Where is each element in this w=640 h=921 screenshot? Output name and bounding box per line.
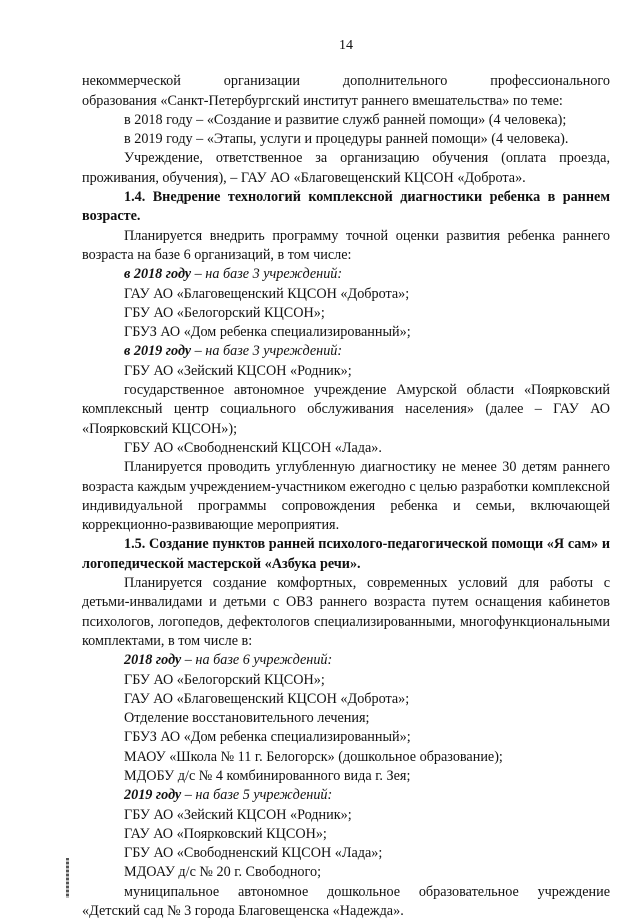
list-item: ГБУ АО «Зейский КЦСОН «Родник»; — [124, 806, 352, 823]
list-item: ГАУ АО «Поярковский КЦСОН»; — [124, 825, 327, 842]
list-item: ГБУ АО «Белогорский КЦСОН»; — [124, 671, 325, 688]
year-subheading — [82, 651, 610, 670]
list-item: ГБУ АО «Белогорский КЦСОН»; — [124, 304, 325, 321]
list-item: ГБУЗ АО «Дом ребенка специализированный»; — [124, 324, 411, 341]
list-item: МДОАУ д/с № 20 г. Свободного; — [124, 864, 322, 881]
section-heading: 1.4. Внедрение технологий комплексной диагностики ребенка в раннем возрасте. — [82, 189, 610, 225]
list-item: МАОУ «Школа № 11 г. Белогорск» (дошкольное образование); — [124, 748, 503, 765]
section-heading: 1.5. Создание пунктов ранней психолого-педагогической помощи «Я сам» и логопедической мастерской «Азбука речи». — [82, 536, 610, 572]
year-label: 2019 году — [124, 787, 182, 804]
document-body — [82, 72, 610, 921]
year-subheading — [82, 786, 610, 805]
list-item: ГБУ АО «Свободненский КЦСОН «Лада». — [124, 439, 382, 456]
list-item: ГБУ АО «Зейский КЦСОН «Родник»; — [124, 362, 352, 379]
paragraph: муниципальное автономное дошкольное образовательное учреждение «Детский сад № 3 города Благовещенска «Надежда». — [82, 883, 610, 920]
year-label: в 2018 году — [124, 266, 192, 283]
list-item: ГАУ АО «Благовещенский КЦСОН «Доброта»; — [124, 690, 410, 707]
year-note: – на базе 6 учреждений: — [181, 652, 333, 669]
list-item: в 2019 году – «Этапы, услуги и процедуры ранней помощи» (4 человека). — [124, 131, 569, 148]
paragraph: некоммерческой организации дополнительного профессионального — [82, 73, 610, 90]
list-item: Отделение восстановительного лечения; — [124, 710, 370, 727]
scan-edge-mark — [66, 858, 69, 898]
paragraph: Планируется создание комфортных, современных условий для работы с детьми-инвалидами и детьми с ОВЗ раннего возраста путем оснащения кабинетов психологов, логопедов, дефектологов специализированными, многофункциональными комплектами, в том числе в: — [82, 575, 610, 649]
list-item: ГБУ АО «Свободненский КЦСОН «Лада»; — [124, 845, 383, 862]
document-page — [82, 36, 610, 921]
page-number: 14 — [339, 38, 353, 53]
year-note: – на базе 3 учреждений: — [191, 343, 343, 360]
paragraph: государственное автономное учреждение Амурской области «Поярковский комплексный центр социального обслуживания населения» (далее – ГАУ АО «Поярковский КЦСОН»); — [82, 382, 610, 437]
paragraph: Планируется внедрить программу точной оценки развития ребенка раннего возраста на базе 6 организаций, в том числе: — [82, 227, 610, 263]
paragraph: Планируется проводить углубленную диагностику не менее 30 детям раннего возраста каждым учреждением-участником ежегодно с целью разработки комплексной индивидуальной программы сопровождения ребенка и семьи, включающей коррекционно-развивающие мероприятия. — [82, 459, 610, 534]
list-item: МДОБУ д/с № 4 комбинированного вида г. Зея; — [124, 767, 411, 784]
list-item: ГАУ АО «Благовещенский КЦСОН «Доброта»; — [124, 285, 410, 302]
year-label: 2018 году — [124, 652, 182, 669]
list-item: ГБУЗ АО «Дом ребенка специализированный»; — [124, 729, 411, 746]
paragraph: образования «Санкт-Петербургский институт раннего вмешательства» по теме: — [82, 92, 563, 109]
year-subheading — [82, 265, 610, 284]
year-note: – на базе 3 учреждений: — [191, 266, 343, 283]
year-note: – на базе 5 учреждений: — [181, 787, 333, 804]
list-item: в 2018 году – «Создание и развитие служб ранней помощи» (4 человека); — [124, 111, 567, 128]
year-label: в 2019 году — [124, 343, 192, 360]
year-subheading — [82, 342, 610, 361]
paragraph: Учреждение, ответственное за организацию обучения (оплата проезда, проживания, обучения), – ГАУ АО «Благовещенский КЦСОН «Доброта». — [82, 150, 610, 186]
